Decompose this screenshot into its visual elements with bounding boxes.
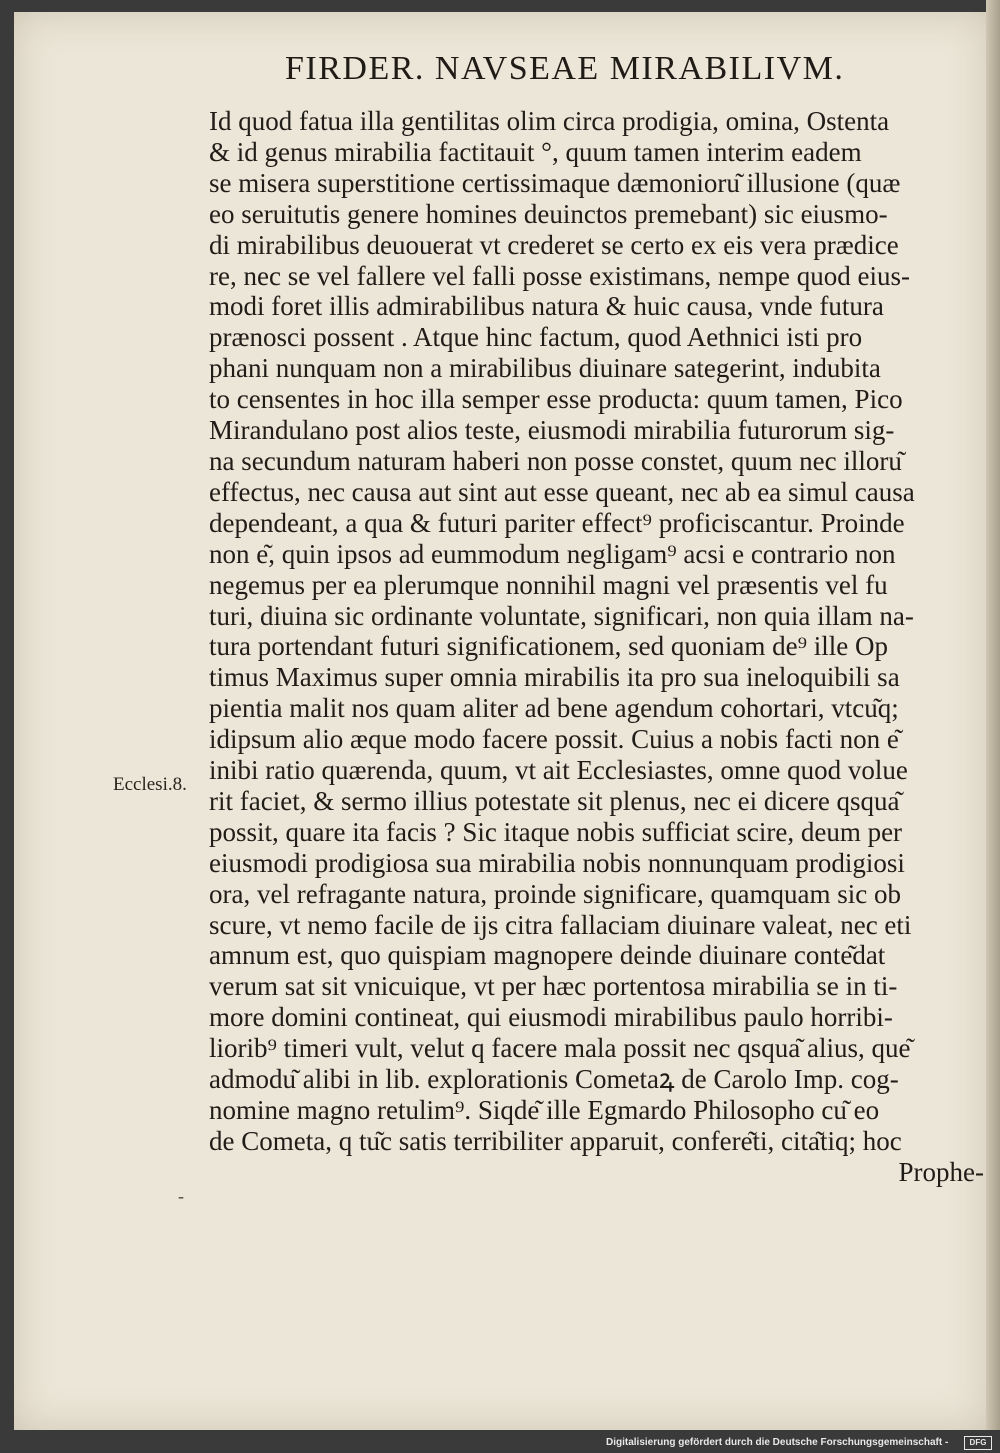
catchword: Prophe- [898, 1156, 984, 1187]
margin-dash: - [178, 1186, 184, 1206]
text-line: Id quod fatua illa gentilitas olim circa prodigia, omina, Ostenta [209, 106, 890, 136]
text-line: non e͂, quin ipsos ad eummodum negligam⁹ acsi e contrario non [209, 538, 896, 569]
text-line: liorib⁹ timeri vult, velut q facere mala possit nec qsqua͂ alius, que͂ [209, 1033, 911, 1064]
text-line: de Cometa, q tu͂c satis terribiliter apparuit, confere͂ti, cita͂tiq; hoc [209, 1125, 902, 1156]
text-line: se misera superstitione certissimaque dæmonioru͂ illusione (quæ [209, 167, 901, 198]
text-line: eo seruitutis genere homines deuinctos premebant) sic eiusmo- [209, 198, 888, 229]
margin-reference: Ecclesi.8. [113, 774, 187, 795]
text-line: na secundum naturam haberi non posse constet, quum nec illoru͂ [209, 445, 902, 476]
text-line: & id genus mirabilia factitauit °, quum tamen interim eadem [209, 136, 862, 167]
text-line: re, nec se vel fallere vel falli posse existimans, nempe quod eius- [209, 260, 911, 291]
text-line: amnum est, quo quispiam magnopere deinde diuinare conte͂dat [209, 940, 886, 971]
text-line: effectus, nec causa aut sint aut esse queant, nec ab ea simul causa [209, 476, 915, 507]
dfg-logo: DFG [964, 1436, 992, 1450]
text-line: modi foret illis admirabilibus natura & huic causa, vnde futura [209, 291, 884, 322]
page-edge [986, 0, 1000, 1430]
digitization-credit: Digitalisierung gefördert durch die Deutsche Forschungsgemeinschaft - [606, 1437, 949, 1448]
body-text [209, 106, 984, 1188]
text-line: verum sat sit vnicuique, vt per hæc portentosa mirabilia se in ti- [209, 971, 898, 1002]
text-line: possit, quare ita facis ? Sic itaque nobis sufficiat scire, deum per [209, 816, 903, 847]
text-line: Mirandulano post alios teste, eiusmodi mirabilia futurorum sig- [209, 415, 895, 446]
text-line: tura portendant futuri significationem, sed quoniam de⁹ ille Op [209, 631, 888, 662]
text-line: ora, vel refragante natura, proinde significare, quamquam sic ob [209, 878, 901, 909]
text-line: idipsum alio æque modo facere possit. Cuius a nobis facti non e͂ [209, 724, 899, 755]
text-line: rit faciet, & sermo illius potestate sit plenus, nec ei dicere qsqua͂ [209, 785, 900, 816]
text-line: to censentes in hoc illa semper esse producta: quum tamen, Pico [209, 384, 903, 415]
text-line: dependeant, a qua & futuri pariter effect⁹ proficiscantur. Proinde [209, 507, 905, 538]
text-line: pientia malit nos quam aliter ad bene agendum cohortari, vtcu͂q; [209, 693, 899, 724]
text-line: negemus per ea plerumque nonnihil magni vel præsentis vel fu [209, 569, 888, 600]
text-line: phani nunquam non a mirabilibus diuinare sategerint, indubita [209, 353, 881, 384]
text-line: more domini contineat, qui eiusmodi mirabilibus paulo horribi- [209, 1002, 893, 1033]
text-line: timus Maximus super omnia mirabilis ita pro sua ineloquibili sa [209, 662, 900, 693]
text-line: inibi ratio quærenda, quum, vt ait Ecclesiastes, omne quod volue [209, 755, 908, 786]
text-line: nomine magno retulim⁹. Siqde͂ ille Egmardo Philosopho cu͂ eo [209, 1095, 880, 1125]
running-heading: FIRDER. NAVSEAE MIRABILIVM. [285, 50, 845, 87]
text-line: di mirabilibus deuouerat vt crederet se certo ex eis vera prædice [209, 229, 899, 260]
text-line: admodu͂ alibi in lib. explorationis Cometaꝝ de Carolo Imp. cog- [209, 1064, 899, 1095]
text-line: prænosci possent . Atque hinc factum, quod Aethnici isti pro [209, 322, 863, 353]
text-line: scure, vt nemo facile de ijs citra fallaciam diuinare valeat, nec eti [209, 909, 912, 940]
text-line: eiusmodi prodigiosa sua mirabilia nobis nonnunquam prodigiosi [209, 847, 905, 878]
text-line: turi, diuina sic ordinante voluntate, significari, non quia illam na- [209, 600, 914, 631]
